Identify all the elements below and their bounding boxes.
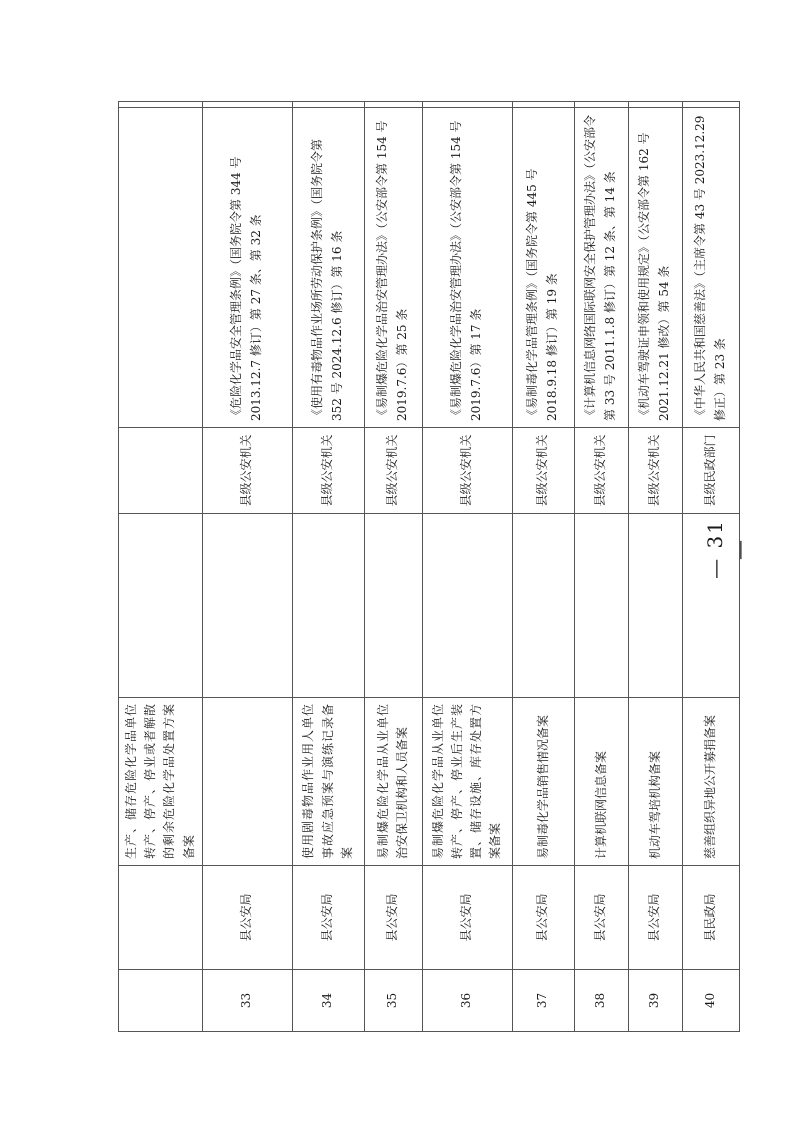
authority-cell: 县级公安机关 <box>574 428 628 514</box>
blank-cell <box>422 514 512 698</box>
legal-basis-cell: 《危险化学品安全管理条例》（国务院令第 344 号 2013.12.7 修订）第 27 条、第 32 条 <box>202 108 292 428</box>
row-number: 35 <box>364 970 422 1032</box>
edge-cell <box>292 102 364 108</box>
row-number: 34 <box>292 970 364 1032</box>
department-cell <box>119 866 203 970</box>
legal-basis-cell: 《中华人民共和国慈善法》（主席令第 43 号 2023.12.29 修正）第 23 条 <box>682 108 739 428</box>
item-cell: 慈善组织异地公开募捐备案 <box>682 698 739 866</box>
edge-cell <box>574 102 628 108</box>
table-row <box>119 102 203 1032</box>
item-cell: 易制毒化学品销售情况备案 <box>512 698 574 866</box>
edge-cell <box>628 102 682 108</box>
legal-basis-cell: 《易制爆危险化学品治安管理办法》（公安部令第 154 号 2019.7.6）第 17 条 <box>422 108 512 428</box>
blank-cell <box>628 514 682 698</box>
item-cell: 易制爆危险化学品从业单位转产、停产、停业后生产装置、储存设施、库存处置方案备案 <box>422 698 512 866</box>
legal-basis-cell <box>119 108 203 428</box>
legal-basis-cell: 《机动车驾驶证申领和使用规定》（公安部令第 162 号 2021.12.21 修改）第 54 条 <box>628 108 682 428</box>
blank-cell <box>292 514 364 698</box>
department-cell: 县公安局 <box>364 866 422 970</box>
table-row <box>628 102 682 1032</box>
record-table <box>118 101 740 1032</box>
edge-cell <box>119 102 203 108</box>
table-row <box>512 102 574 1032</box>
authority-cell: 县级民政部门 <box>682 428 739 514</box>
edge-cell <box>682 102 739 108</box>
blank-cell <box>119 514 203 698</box>
table-row <box>574 102 628 1032</box>
row-number: 36 <box>422 970 512 1032</box>
blank-cell <box>574 514 628 698</box>
blank-cell <box>202 514 292 698</box>
blank-cell <box>512 514 574 698</box>
legal-basis-cell: 《使用有毒物品作业场所劳动保护条例》（国务院令第 352 号 2024.12.6 修订）第 16 条 <box>292 108 364 428</box>
item-cell: 使用剧毒物品作业用人单位事故应急预案与演练记录备案 <box>292 698 364 866</box>
authority-cell: 县级公安机关 <box>628 428 682 514</box>
authority-cell: 县级公安机关 <box>202 428 292 514</box>
department-cell: 县公安局 <box>574 866 628 970</box>
row-number: 37 <box>512 970 574 1032</box>
blank-cell <box>364 514 422 698</box>
row-number: 40 <box>682 970 739 1032</box>
edge-cell <box>512 102 574 108</box>
table-row <box>422 102 512 1032</box>
department-cell: 县公安局 <box>512 866 574 970</box>
edge-cell <box>202 102 292 108</box>
item-cell: 易制爆危险化学品从业单位治安保卫机构和人员备案 <box>364 698 422 866</box>
row-number <box>119 970 203 1032</box>
page-number: — 31 — <box>703 519 751 579</box>
department-cell: 县公安局 <box>422 866 512 970</box>
department-cell: 县公安局 <box>202 866 292 970</box>
rotated-page <box>118 102 727 1032</box>
item-cell: 机动车驾培机构备案 <box>628 698 682 866</box>
legal-basis-cell: 《易制爆危险化学品治安管理办法》（公安部令第 154 号 2019.7.6）第 25 条 <box>364 108 422 428</box>
legal-basis-cell: 《计算机信息网络国际联网安全保护管理办法》（公安部令第 33 号 2011.1.8 修订）第 12 条、第 14 条 <box>574 108 628 428</box>
table-row <box>292 102 364 1032</box>
authority-cell <box>119 428 203 514</box>
legal-basis-cell: 《易制毒化学品管理条例》（国务院令第 445 号 2018.9.18 修订）第 19 条 <box>512 108 574 428</box>
department-cell: 县民政局 <box>682 866 739 970</box>
table-row <box>364 102 422 1032</box>
department-cell: 县公安局 <box>292 866 364 970</box>
authority-cell: 县级公安机关 <box>512 428 574 514</box>
edge-cell <box>364 102 422 108</box>
authority-cell: 县级公安机关 <box>364 428 422 514</box>
item-cell <box>202 698 292 866</box>
authority-cell: 县级公安机关 <box>292 428 364 514</box>
row-number: 39 <box>628 970 682 1032</box>
authority-cell: 县级公安机关 <box>422 428 512 514</box>
item-cell: 计算机联网信息备案 <box>574 698 628 866</box>
row-number: 38 <box>574 970 628 1032</box>
department-cell: 县公安局 <box>628 866 682 970</box>
edge-cell <box>422 102 512 108</box>
table-row <box>202 102 292 1032</box>
item-cell: 生产、储存危险化学品单位转产、停产、停业或者解散的剩余危险化学品处置方案备案 <box>119 698 203 866</box>
row-number: 33 <box>202 970 292 1032</box>
